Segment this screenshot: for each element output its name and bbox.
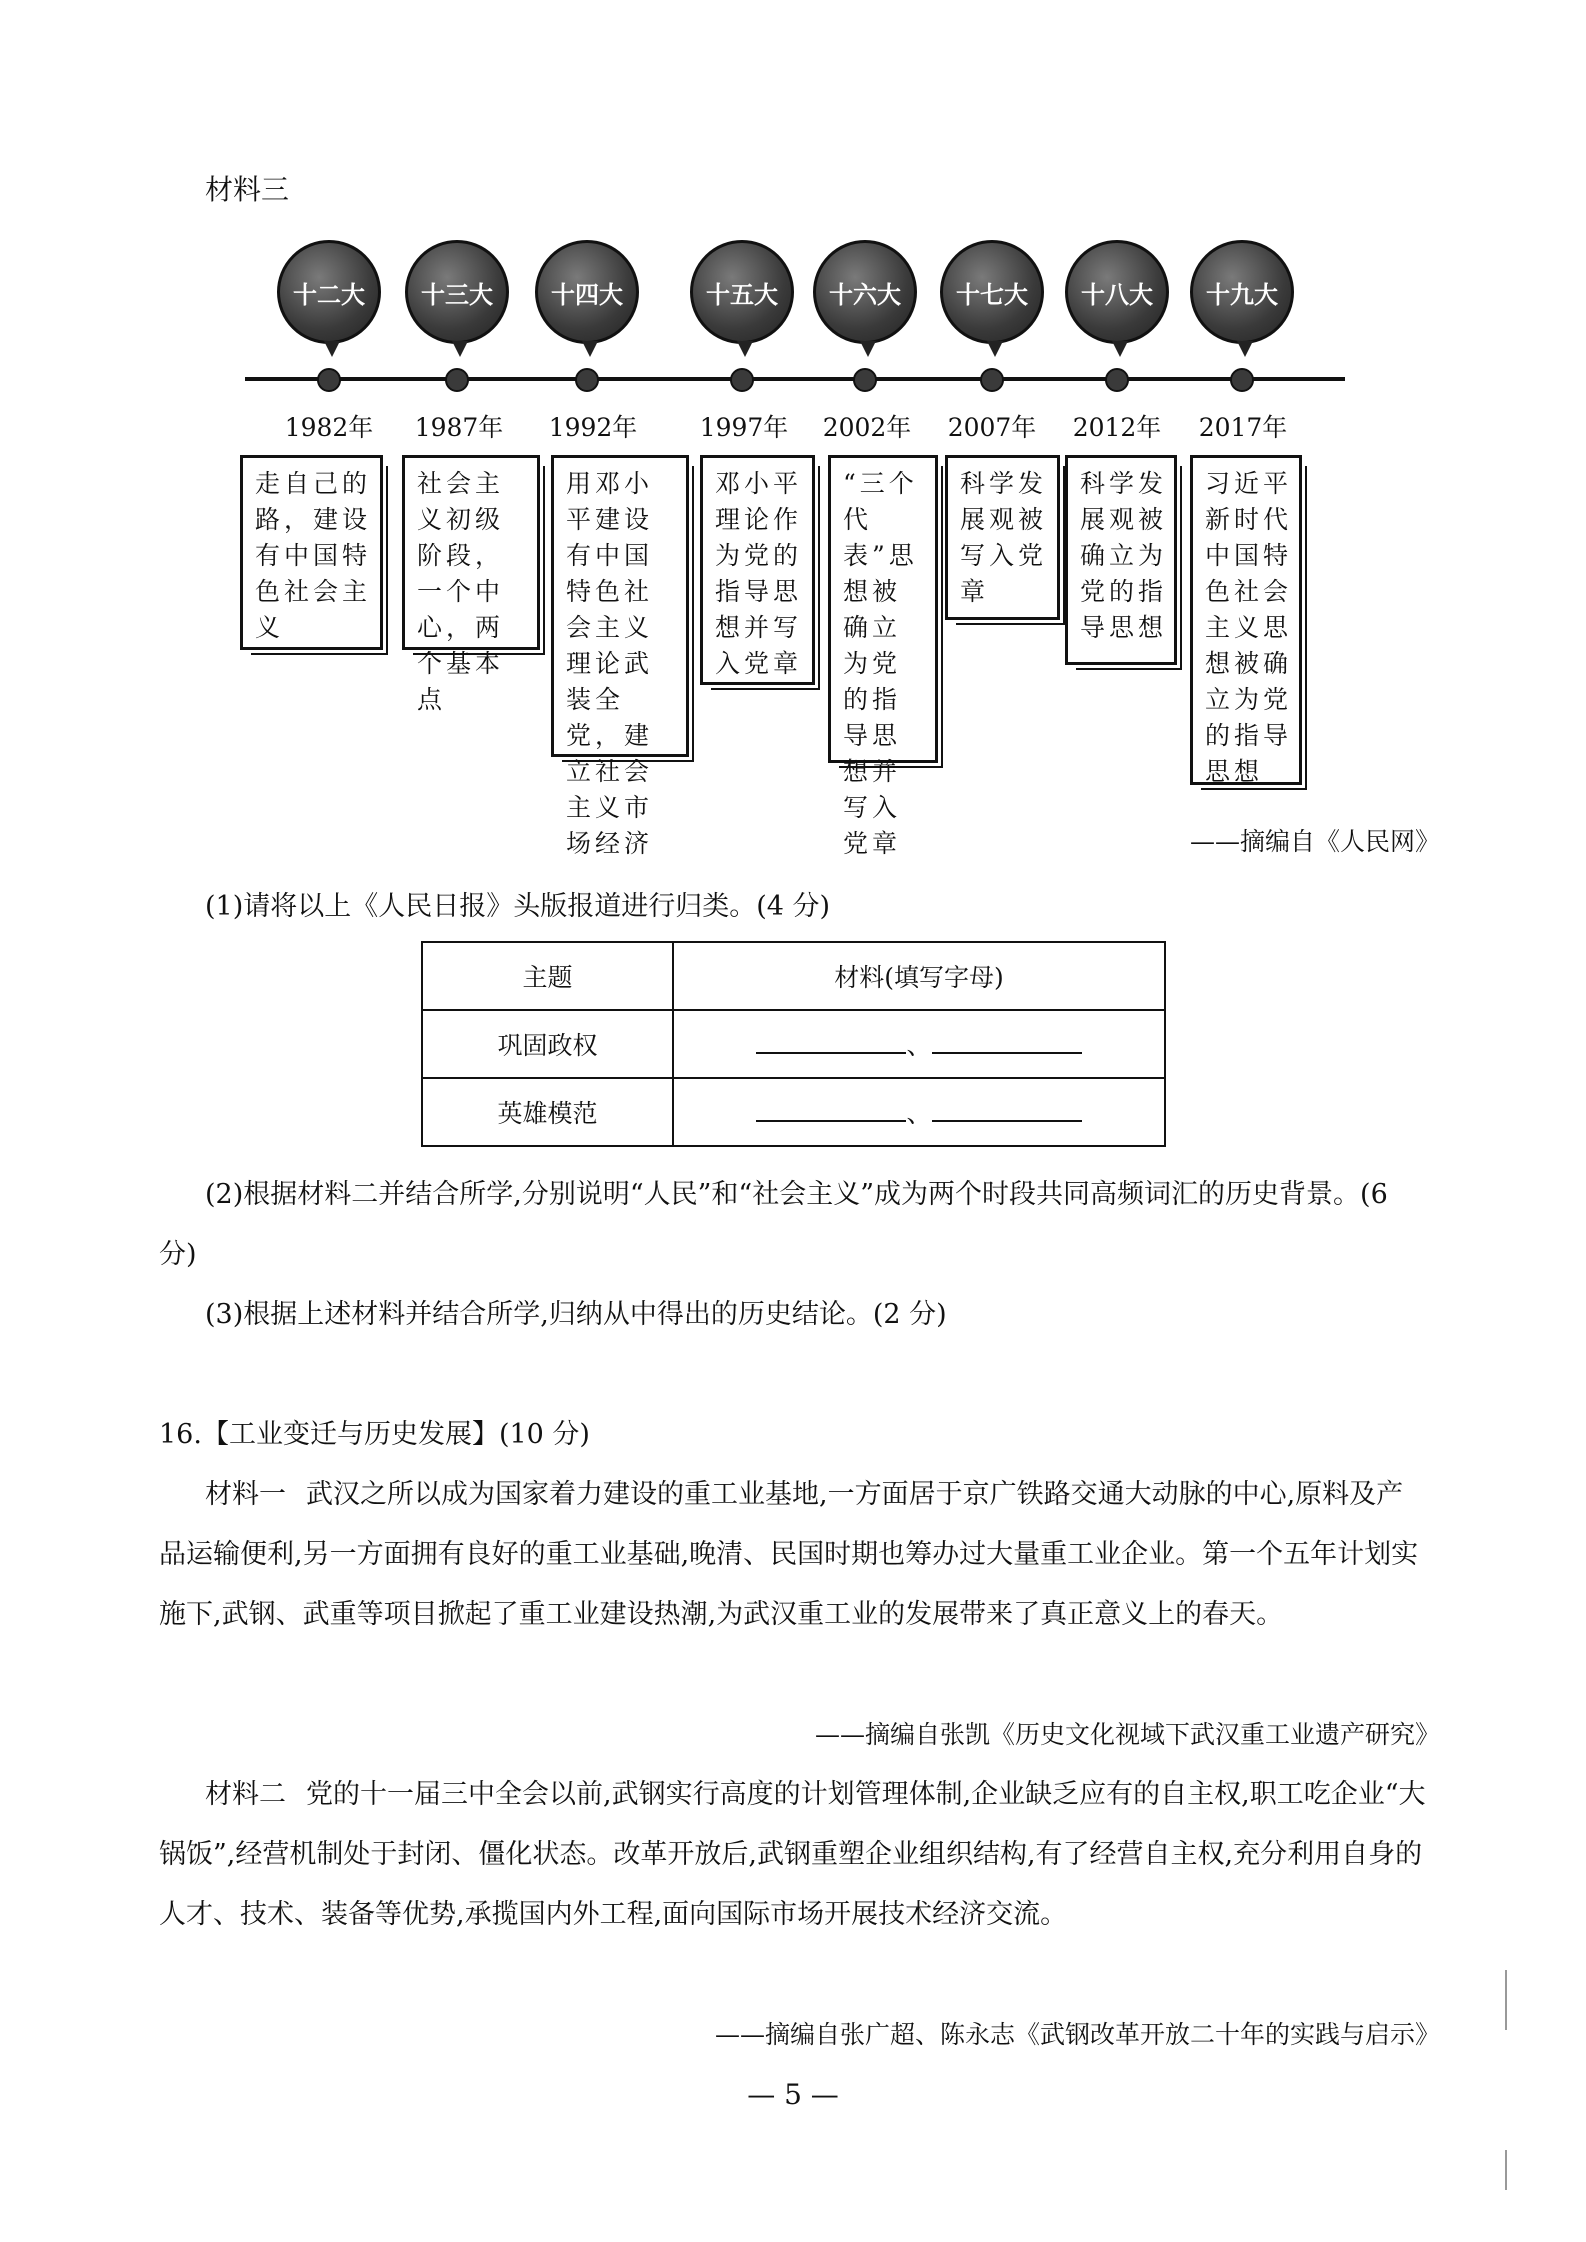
year-label: 1992年 [548,413,638,442]
timeline-dot [445,368,469,392]
material3-source: ——摘编自《人民网》 [1189,827,1440,856]
material-2-text: 党的十一届三中全会以前,武钢实行高度的计划管理体制,企业缺乏应有的自主权,职工吃企业“大锅饭”,经营机制处于封闭、僵化状态。改革开放后,武钢重塑企业组织结构,有了经营自主权,充分利用自身的人才、技术、装备等优势,承揽国内外工程,面向国际市场开展技术经济交流。 [159,1779,1426,1930]
separator: 、 [906,1031,932,1060]
question-3: (3)根据上述材料并结合所学,归纳从中得出的历史结论。(2 分) [205,1299,947,1330]
timeline-dot [730,368,754,392]
q16-material-2 [159,1765,1429,1945]
page-number: — 5 — [747,2078,839,2111]
material-2-source: ——摘编自张广超、陈永志《武钢改革开放二十年的实践与启示》 [714,2020,1440,2049]
question-2: (2)根据材料二并结合所学,分别说明“人民”和“社会主义”成为两个时段共同高频词汇的历史背景。(6 分) [159,1179,1388,1270]
question-16-heading [159,1405,1429,1465]
classification-table [421,941,1166,1147]
timeline-dot [980,368,1004,392]
congress-bubble: 十二大 [277,240,381,344]
timeline-dot [317,368,341,392]
scan-artifact-line [1505,2150,1507,2190]
year-label: 2017年 [1198,413,1288,442]
q16-number: 16. [159,1419,202,1450]
material-1-text: 武汉之所以成为国家着力建设的重工业基地,一方面居于京广铁路交通大动脉的中心,原料及产品运输便利,另一方面拥有良好的重工业基础,晚清、民国时期也筹办过大量重工业企业。第一个五年计划实施下,武钢、武重等项目掀起了重工业建设热潮,为武汉重工业的发展带来了真正意义上的春天。 [159,1479,1419,1630]
header-material: 材料(填写字母) [673,942,1165,1010]
congress-bubble: 十六大 [813,240,917,344]
header-topic: 主题 [422,942,673,1010]
timeline-axis [245,377,1345,381]
year-label: 2012年 [1072,413,1162,442]
congress-bubble: 十七大 [940,240,1044,344]
event-card: “三个代表”思想被确立为党的指导思想并写入党章 [828,455,938,763]
timeline-dot [1105,368,1129,392]
row-topic: 巩固政权 [422,1010,673,1078]
material-2-label: 材料二 [205,1779,286,1810]
answer-cell[interactable] [673,1078,1165,1146]
congress-bubble: 十九大 [1190,240,1294,344]
timeline-dot [1230,368,1254,392]
material-1-label: 材料一 [205,1479,286,1510]
material3-label: 材料三 [205,173,290,206]
material-1-source: ——摘编自张凯《历史文化视域下武汉重工业遗产研究》 [814,1720,1440,1749]
question-1: (1)请将以上《人民日报》头版报道进行归类。(4 分) [205,891,831,922]
event-card: 用邓小平建设有中国特色社会主义理论武装全党，建立社会主义市场经济 [551,455,689,757]
answer-cell[interactable] [673,1010,1165,1078]
congress-bubble: 十三大 [405,240,509,344]
q16-material-1 [159,1465,1429,1645]
table-row [422,1010,1165,1078]
congress-bubble: 十四大 [535,240,639,344]
event-card: 习近平新时代中国特色社会主义思想被确立为党的指导思想 [1190,455,1302,785]
event-card: 科学发展观被写入党章 [945,455,1060,620]
congress-bubble: 十五大 [690,240,794,344]
event-card: 走自己的路，建设有中国特色社会主义 [240,455,383,650]
answer-blank[interactable] [932,1028,1082,1054]
answer-blank[interactable] [932,1096,1082,1122]
q16-title: 【工业变迁与历史发展】 [201,1419,499,1450]
answer-blank[interactable] [756,1028,906,1054]
timeline-dot [575,368,599,392]
year-label: 1997年 [699,413,789,442]
year-label: 2002年 [822,413,912,442]
row-topic: 英雄模范 [422,1078,673,1146]
congress-bubble: 十八大 [1065,240,1169,344]
table-header-row [422,942,1165,1010]
answer-blank[interactable] [756,1096,906,1122]
scan-artifact-line [1505,1970,1507,2030]
timeline-dot [853,368,877,392]
q16-score: (10 分) [498,1419,590,1450]
year-label: 1982年 [284,413,374,442]
event-card: 邓小平理论作为党的指导思想并写入党章 [700,455,815,685]
event-card: 社会主义初级阶段，一个中心，两个基本点 [402,455,540,650]
event-card: 科学发展观被确立为党的指导思想 [1065,455,1177,665]
table-row [422,1078,1165,1146]
year-label: 2007年 [947,413,1037,442]
separator: 、 [906,1099,932,1128]
year-label: 1987年 [414,413,504,442]
